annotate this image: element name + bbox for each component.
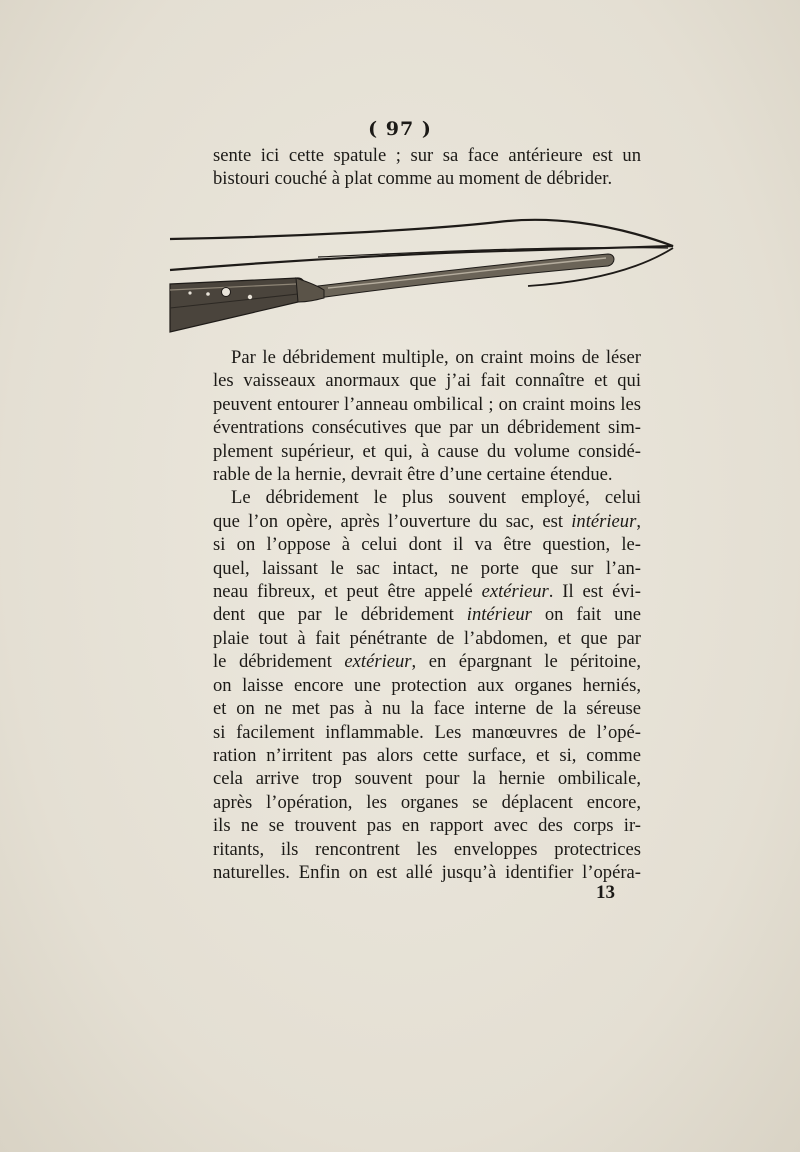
paragraph-1-line: éventrations consécutives que par un débridement sim- [213, 417, 641, 439]
paragraph-2-line: que l’on opère, après l’ouverture du sac, est intérieur, [213, 510, 641, 532]
paragraph-2-line: neau fibreux, et peut être appelé extérieur. Il est évi- [213, 581, 641, 603]
caption-line-1: sente ici cette spatule ; sur sa face antérieure est un [213, 145, 641, 166]
paragraph-2-line: naturelles. Enfin on est allé jusqu’à identifier l’opéra- [213, 861, 641, 883]
paragraph-2-line: dent que par le débridement intérieur on fait une [213, 604, 641, 626]
paragraph-2-line: ils ne se trouvent pas en rapport avec des corps ir- [213, 815, 641, 837]
paragraph-2-line: on laisse encore une protection aux organes herniés, [213, 674, 641, 696]
paragraph-2-line: le débridement extérieur, en épargnant le péritoine, [213, 651, 641, 673]
signature-mark: 13 [596, 882, 615, 903]
paragraph-2-line: quel, laissant le sac intact, ne porte que sur l’an- [213, 557, 641, 579]
paragraph-1-line: plement supérieur, et qui, à cause du volume considé- [213, 440, 641, 462]
paragraph-2-line: si on l’oppose à celui dont il va être question, le- [213, 534, 641, 556]
paragraph-2-line: ration n’irritent pas alors cette surface, et si, comme [213, 744, 641, 766]
caption-text [213, 144, 641, 191]
paragraph-1-line: Par le débridement multiple, on craint moins de léser [231, 347, 641, 368]
paragraph-1-line: les vaisseaux anormaux que j’ai fait connaître et qui [213, 370, 641, 392]
paragraph-2-line: ritants, ils rencontrent les enveloppes protectrices [213, 838, 641, 860]
paragraph-2-line: cela arrive trop souvent pour la hernie ombilicale, [213, 768, 641, 790]
italic-term: intérieur [466, 604, 532, 626]
paragraph-2-line: Le débridement le plus souvent employé, celui [231, 487, 641, 509]
italic-term: extérieur [344, 651, 412, 673]
page-number: ( 97 ) [368, 118, 432, 140]
paragraph-2-line: plaie tout à fait pénétrante de l’abdomen, et que par [213, 627, 641, 649]
caption-line-2: bistouri couché à plat comme au moment de débrider. [213, 168, 613, 190]
paragraph-2-line: après l’opération, les organes se déplacent encore, [213, 791, 641, 813]
body-text [213, 346, 641, 884]
paragraph-2-line: si facilement inflammable. Les manœuvres de l’opé- [213, 721, 641, 743]
spatula-bistouri-illustration [168, 208, 678, 336]
italic-term: extérieur [481, 581, 549, 603]
paragraph-1-line: peuvent entourer l’anneau ombilical ; on craint moins les [213, 393, 641, 415]
paragraph-1-line: rable de la hernie, devrait être d’une certaine étendue. [213, 464, 613, 486]
paragraph-2-line: et on ne met pas à nu la face interne de la séreuse [213, 698, 641, 720]
italic-term: intérieur [571, 510, 637, 532]
